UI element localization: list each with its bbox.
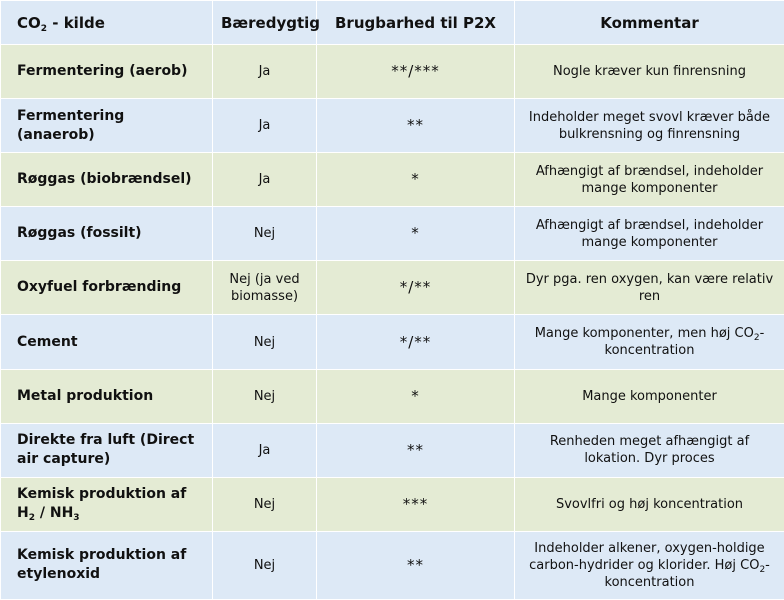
sustainable-value: Ja [213, 423, 317, 477]
usability-rating: */** [317, 315, 515, 369]
table-row [1, 531, 784, 599]
usability-rating: *** [317, 477, 515, 531]
table-row [1, 315, 784, 369]
source-name: Fermentering (anaerob) [1, 99, 213, 153]
comment-cell: Afhængigt af brændsel, indeholder mange komponenter [515, 153, 784, 207]
comment-cell: Svovlfri og høj koncentration [515, 477, 784, 531]
header-sustainable: Bæredygtig [213, 1, 317, 45]
source-name: Oxyfuel forbrænding [1, 261, 213, 315]
usability-rating: * [317, 207, 515, 261]
usability-rating: */** [317, 261, 515, 315]
header-row [1, 1, 784, 45]
table-row [1, 153, 784, 207]
table-row [1, 423, 784, 477]
comment-cell: Renheden meget afhængigt af lokation. Dyr proces [515, 423, 784, 477]
sustainable-value: Nej [213, 207, 317, 261]
comment-cell: Mange komponenter [515, 369, 784, 423]
sustainable-value: Nej [213, 315, 317, 369]
comment-cell: Dyr pga. ren oxygen, kan være relativ ren [515, 261, 784, 315]
table-row [1, 207, 784, 261]
source-name: Kemisk produktion af $H_2 / NH_3$ [1, 477, 213, 531]
sustainable-value: Nej [213, 531, 317, 599]
usability-rating: * [317, 369, 515, 423]
sustainable-value: Nej [213, 477, 317, 531]
table-row [1, 45, 784, 99]
source-name: Metal produktion [1, 369, 213, 423]
comment-cell: Mange komponenter, men høj $CO_2$-koncentration [515, 315, 784, 369]
header-comment: Kommentar [515, 1, 784, 45]
sustainable-value: Ja [213, 99, 317, 153]
source-name: Fermentering (aerob) [1, 45, 213, 99]
usability-rating: ** [317, 531, 515, 599]
usability-rating: ** [317, 99, 515, 153]
header-usability: Brugbarhed til P2X [317, 1, 515, 45]
table-row [1, 99, 784, 153]
source-name: Kemisk produktion af etylenoxid [1, 531, 213, 599]
table-row [1, 261, 784, 315]
sustainable-value: Ja [213, 45, 317, 99]
table-row [1, 369, 784, 423]
source-name: Røggas (biobrændsel) [1, 153, 213, 207]
table-row [1, 477, 784, 531]
usability-rating: * [317, 153, 515, 207]
comment-cell: Nogle kræver kun finrensning [515, 45, 784, 99]
source-name: Cement [1, 315, 213, 369]
sustainable-value: Ja [213, 153, 317, 207]
header-source: $CO_2$ - kilde [1, 1, 213, 45]
comment-cell: Indeholder meget svovl kræver både bulkrensning og finrensning [515, 99, 784, 153]
source-name: Direkte fra luft (Direct air capture) [1, 423, 213, 477]
sustainable-value: Nej [213, 369, 317, 423]
comment-cell: Afhængigt af brændsel, indeholder mange komponenter [515, 207, 784, 261]
source-name: Røggas (fossilt) [1, 207, 213, 261]
usability-rating: ** [317, 423, 515, 477]
comment-cell: Indeholder alkener, oxygen-holdige carbon-hydrider og klorider. Høj $CO_2$-koncentration [515, 531, 784, 599]
usability-rating: **/*** [317, 45, 515, 99]
sustainable-value: Nej (ja ved biomasse) [213, 261, 317, 315]
